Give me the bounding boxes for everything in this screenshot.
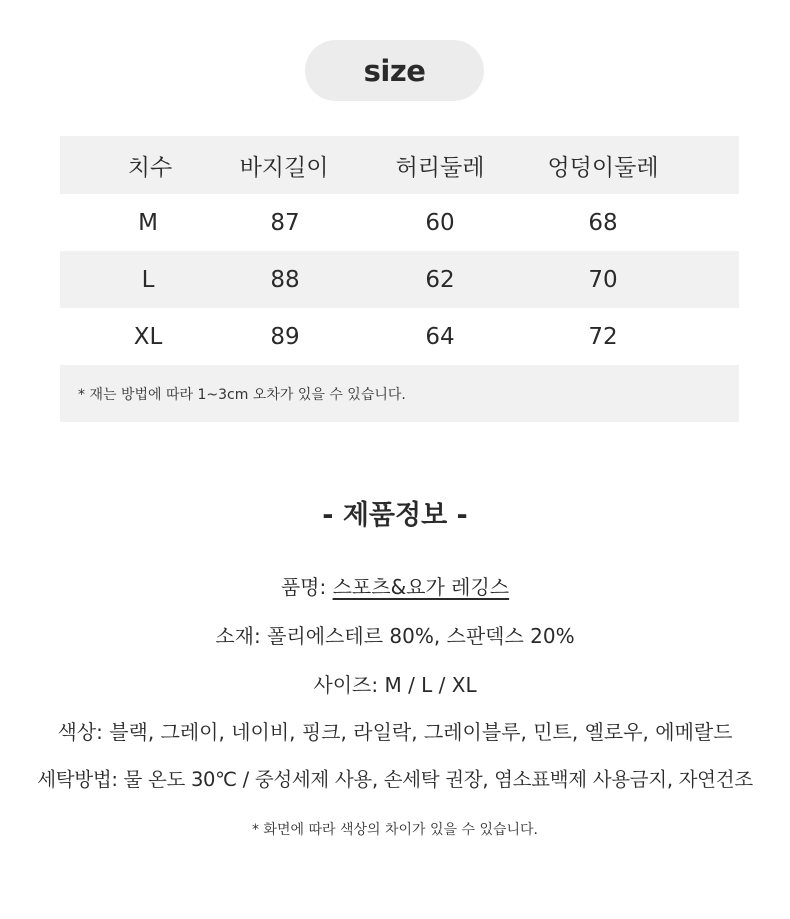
washing-line [0, 764, 790, 792]
table-cell-pants-length: 87 [270, 209, 300, 236]
product-name-line [0, 571, 790, 600]
size-line [0, 669, 790, 698]
color-line [0, 716, 790, 745]
table-row [60, 251, 739, 308]
size-value: M / L / XL [384, 673, 477, 697]
size-label: 사이즈: [313, 673, 379, 697]
table-cell-size: M [138, 209, 158, 236]
table-row [60, 194, 739, 251]
table-cell-hip: 68 [588, 209, 618, 236]
material-label: 소재: [215, 624, 261, 648]
washing-label: 세탁방법: [37, 768, 118, 791]
header-hip: 엉덩이둘레 [547, 154, 659, 181]
table-cell-pants-length: 89 [270, 323, 300, 350]
table-cell-waist: 60 [425, 209, 455, 236]
table-row [60, 308, 739, 365]
material-line [0, 620, 790, 649]
product-name-label: 품명: [280, 575, 327, 599]
header-size: 치수 [127, 154, 173, 181]
color-label: 색상: [57, 720, 103, 744]
color-footnote: * 화면에 따라 색상의 차이가 있을 수 있습니다. [251, 822, 539, 838]
table-cell-size: XL [133, 323, 163, 350]
product-info-title: - 제품정보 - [322, 500, 468, 531]
material-value: 폴리에스테르 80%, 스판덱스 20% [267, 624, 575, 648]
header-pants-length: 바지길이 [239, 154, 329, 181]
size-heading-pill [305, 40, 484, 101]
measurement-note: * 재는 방법에 따라 1~3cm 오차가 있을 수 있습니다. [78, 386, 406, 403]
size-heading: size [363, 53, 426, 88]
table-cell-pants-length: 88 [270, 266, 300, 293]
table-header-row [60, 136, 739, 194]
table-cell-size: L [141, 266, 155, 293]
product-name-value: 스포츠&요가 레깅스 [332, 575, 510, 599]
size-table [60, 136, 739, 422]
table-cell-waist: 62 [425, 266, 455, 293]
washing-value: 물 온도 30℃ / 중성세제 사용, 손세탁 권장, 염소표백제 사용금지, 자연건조 [123, 768, 753, 791]
table-cell-hip: 70 [588, 266, 618, 293]
header-waist: 허리둘레 [395, 154, 485, 181]
measurement-note-row [60, 365, 739, 422]
table-cell-hip: 72 [588, 323, 618, 350]
color-value: 블랙, 그레이, 네이비, 핑크, 라일락, 그레이블루, 민트, 옐로우, 에메랄드 [109, 720, 733, 744]
table-cell-waist: 64 [425, 323, 455, 350]
